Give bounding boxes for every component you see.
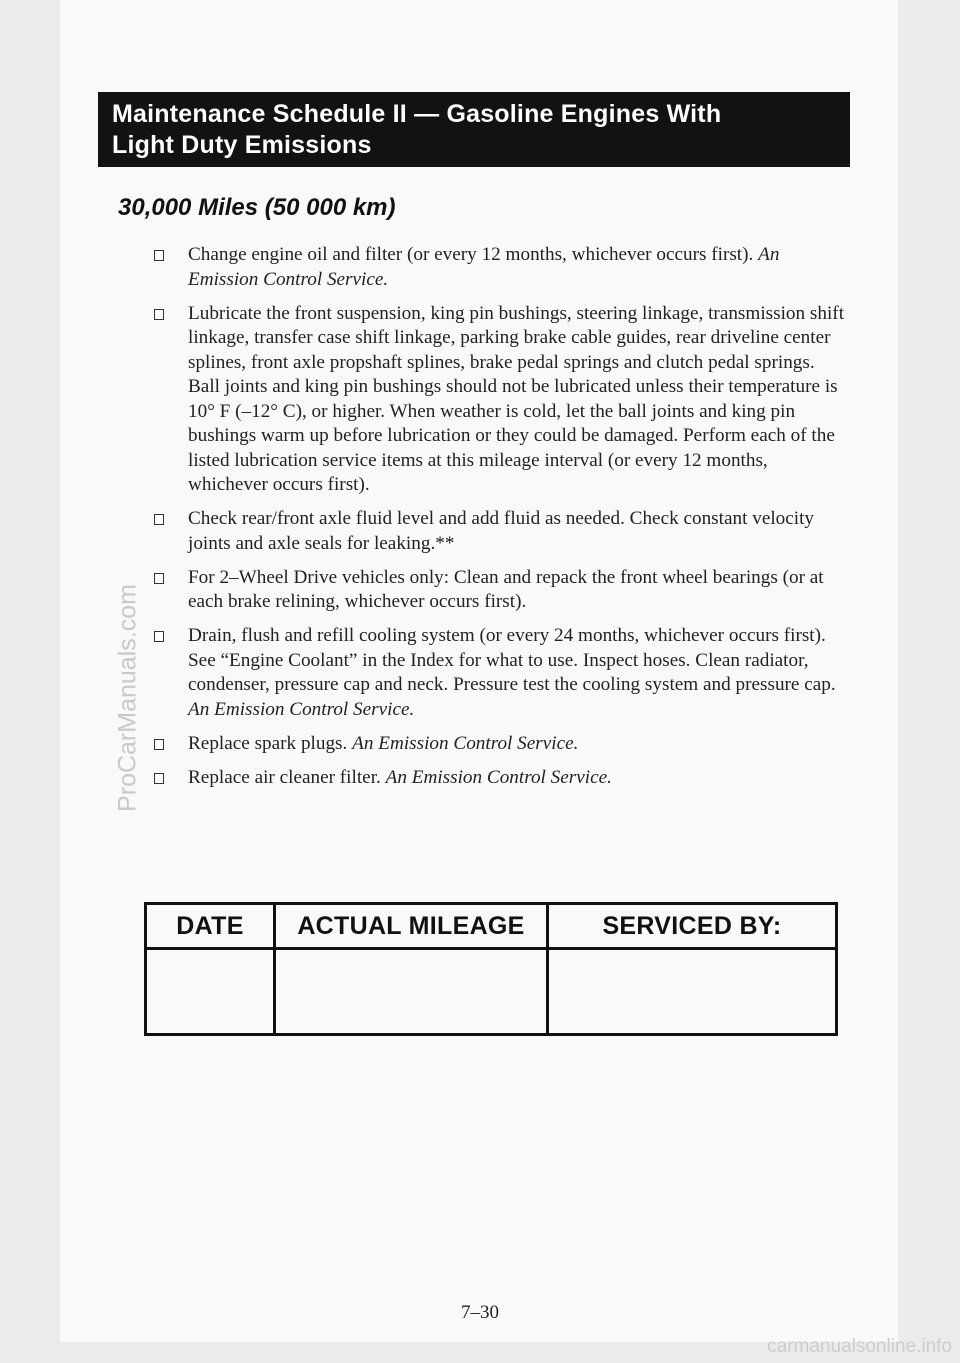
footer-watermark: carmanualsonline.info bbox=[767, 1336, 952, 1357]
item-text: Replace spark plugs. bbox=[188, 732, 353, 754]
side-watermark: ProCarManuals.com bbox=[113, 584, 142, 812]
checklist-item-oil-change bbox=[152, 243, 848, 292]
column-header-actual-mileage: ACTUAL MILEAGE bbox=[275, 904, 548, 949]
checkbox-icon[interactable] bbox=[154, 309, 164, 320]
table-header-row bbox=[146, 904, 837, 949]
checklist-item-cooling-system bbox=[152, 624, 848, 722]
item-note: An Emission Control Service. bbox=[352, 732, 579, 754]
checkbox-icon[interactable] bbox=[154, 250, 164, 261]
item-note: An Emission Control Service. bbox=[188, 244, 780, 290]
item-note: An Emission Control Service. bbox=[188, 698, 415, 720]
item-text: Drain, flush and refill cooling system (or every 24 months, whichever occurs first). See “Engine Coolant” in the Index for what to use. Inspect hoses. Clean radiator, condenser, pressure cap and neck. Pressure test the cooling system and pressure cap. bbox=[188, 625, 836, 695]
banner-title-line-2: Light Duty Emissions bbox=[112, 131, 372, 159]
item-text: Replace air cleaner filter. bbox=[188, 766, 386, 788]
item-text: Change engine oil and filter (or every 12 months, whichever occurs first). bbox=[188, 244, 759, 265]
actual-mileage-cell[interactable] bbox=[275, 949, 548, 1035]
checkbox-icon[interactable] bbox=[154, 573, 164, 584]
banner-title-line-1: Maintenance Schedule II — Gasoline Engines With bbox=[112, 100, 722, 128]
item-text: Check rear/front axle fluid level and add fluid as needed. Check constant velocity joints and axle seals for leaking.** bbox=[188, 508, 815, 554]
service-checklist bbox=[152, 243, 848, 800]
page-number: 7–30 bbox=[461, 1302, 499, 1323]
checklist-item-air-filter bbox=[152, 766, 848, 791]
checkbox-icon[interactable] bbox=[154, 739, 164, 750]
checkbox-icon[interactable] bbox=[154, 514, 164, 525]
checkbox-icon[interactable] bbox=[154, 631, 164, 642]
mileage-heading: 30,000 Miles (50 000 km) bbox=[118, 194, 396, 221]
column-header-serviced-by: SERVICED BY: bbox=[548, 904, 837, 949]
schedule-banner bbox=[98, 92, 850, 167]
item-note: An Emission Control Service. bbox=[385, 766, 612, 788]
checklist-item-axle-fluid bbox=[152, 507, 848, 556]
item-text: For 2–Wheel Drive vehicles only: Clean and repack the front wheel bearings (or at each brake relining, whichever occurs first). bbox=[188, 566, 824, 612]
serviced-by-cell[interactable] bbox=[548, 949, 837, 1035]
service-log-table bbox=[144, 902, 838, 1036]
checklist-item-lubrication bbox=[152, 302, 848, 498]
column-header-date: DATE bbox=[146, 904, 275, 949]
checkbox-icon[interactable] bbox=[154, 773, 164, 784]
date-cell[interactable] bbox=[146, 949, 275, 1035]
checklist-item-wheel-bearings bbox=[152, 566, 848, 615]
checklist-item-spark-plugs bbox=[152, 732, 848, 757]
table-row bbox=[146, 949, 837, 1035]
item-text: Lubricate the front suspension, king pin bushings, steering linkage, transmission shift linkage, transfer case shift linkage, parking brake cable guides, rear driveline center splines, front axle propshaft splines, brake pedal springs and clutch pedal springs. Ball joints and king pin bushings should not be lubricated unless their temperature is 10° F (–12° C), or higher. When weather is cold, let the ball joints and king pin bushings warm up before lubrication or they could be damaged. Perform each of the listed lubrication service items at this mileage interval (or every 12 months, whichever occurs first). bbox=[188, 302, 845, 495]
